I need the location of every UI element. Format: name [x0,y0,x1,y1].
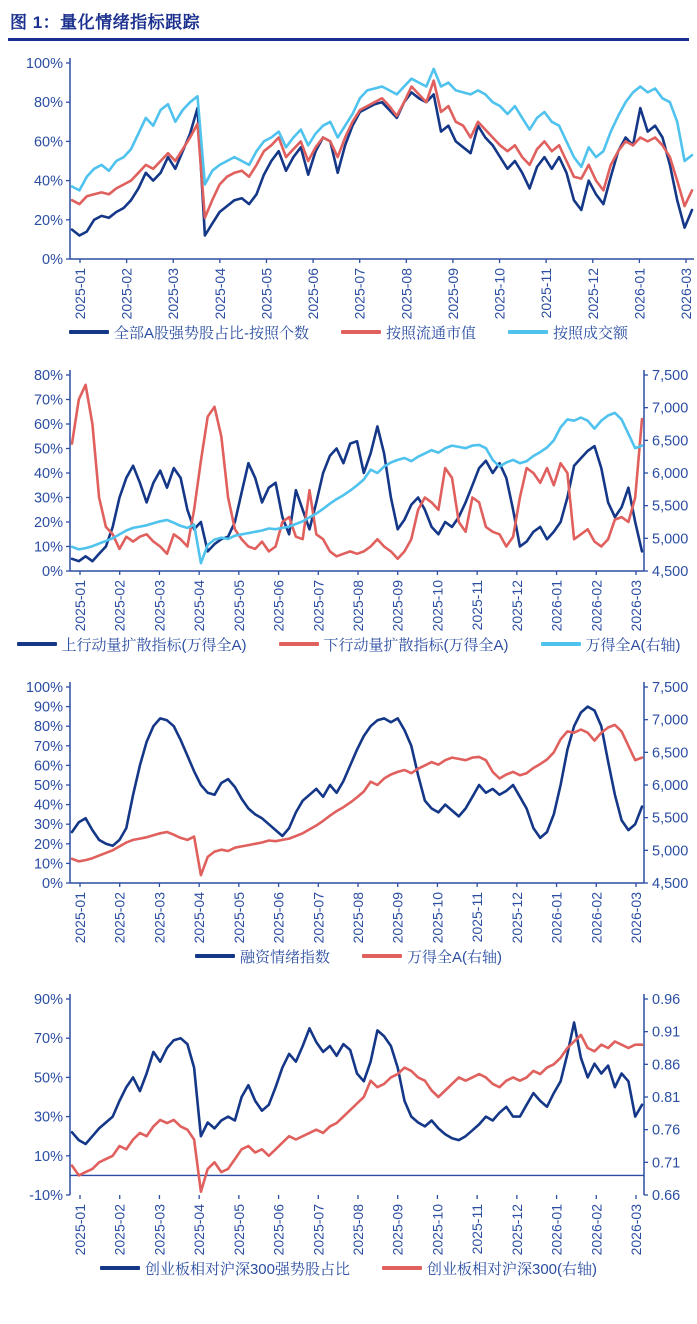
chart-legend [4,1257,693,1279]
x-axis-label: 2025-11 [469,1204,486,1255]
left-axis-label: 70% [33,1031,63,1048]
left-axis-label: 20% [33,212,63,229]
x-axis-label: 2025-02 [111,580,128,631]
left-axis-label: 40% [33,797,63,814]
x-axis-label: 2025-08 [398,268,415,319]
figure-title: 图 1：量化情绪指标跟踪 [10,13,201,32]
right-axis-label: 0.76 [652,1122,681,1139]
right-axis-label: 6,000 [652,778,689,794]
legend-item [508,322,628,343]
x-axis-label: 2026-01 [548,892,565,943]
right-axis-label: 0.81 [652,1090,681,1106]
x-axis-label: 2025-10 [491,268,508,319]
x-axis-label: 2025-11 [469,892,486,943]
x-axis-label: 2025-03 [151,580,168,631]
left-axis-label: 70% [33,392,63,409]
right-axis-label: 6,500 [652,745,689,762]
x-axis-label: 2025-04 [211,268,228,319]
x-axis-label: 2025-06 [305,268,322,319]
legend-item [279,634,509,655]
x-axis-label: 2025-08 [350,1204,366,1255]
x-axis-label: 2025-04 [191,892,208,943]
legend-item [195,946,330,967]
legend-line-swatch [541,642,581,646]
right-axis-label: 0.91 [652,1024,681,1041]
left-axis-label: 30% [33,1109,63,1126]
x-axis-label: 2025-09 [389,1204,406,1255]
x-axis-label: 2025-02 [111,1204,128,1255]
legend-line-swatch [362,954,402,958]
right-axis-label: 6,000 [652,466,689,482]
x-axis-label: 2025-06 [270,892,287,943]
left-axis-label: 50% [33,441,63,458]
chart-canvas-slot [4,51,693,319]
x-axis-label: 2025-02 [118,268,135,319]
x-axis-label: 2025-07 [310,1204,327,1255]
legend-label: 万得全A(右轴) [585,636,681,654]
left-axis-label: 10% [33,539,63,556]
right-axis-label: 5,500 [652,498,689,515]
left-axis-label: 40% [33,466,63,482]
left-axis-label: 80% [33,719,63,736]
right-axis-label: 5,000 [652,843,689,860]
left-axis-label: 30% [33,490,63,507]
left-axis-label: 100% [25,680,63,696]
series-line-navy [72,426,642,561]
chart-canvas-slot [4,675,693,943]
chart-canvas-slot [4,987,693,1255]
chart-section-strong-stock-ratio [4,51,693,343]
x-axis-label: 2025-01 [72,892,88,943]
x-axis-label: 2025-11 [469,580,486,631]
left-axis-label: 0% [42,564,63,580]
legend-label: 全部A股强势股占比-按照个数 [113,324,309,342]
x-axis-label: 2025-03 [151,892,168,943]
chart-canvas-slot [4,363,693,631]
x-axis-label: 2025-04 [191,1204,208,1255]
legend-item [382,1258,597,1279]
left-axis-label: 90% [33,699,63,716]
x-axis-label: 2025-05 [230,1204,247,1255]
legend-line-swatch [279,642,319,646]
left-axis-label: 70% [33,738,63,755]
x-axis-label: 2025-09 [389,580,406,631]
x-axis-label: 2025-05 [258,268,275,319]
right-axis-label: 7,500 [652,680,689,696]
left-axis-label: 10% [33,856,63,873]
legend-item [69,322,309,343]
series-line-navy [72,707,642,846]
x-axis-label: 2025-06 [270,1204,287,1255]
legend-line-swatch [100,1266,140,1270]
legend-line-swatch [69,330,109,334]
left-axis-label: 80% [33,95,63,112]
series-line-navy [72,1023,642,1145]
right-axis-label: 7,500 [652,368,689,384]
x-axis-label: 2025-08 [350,580,366,631]
right-axis-label: 5,500 [652,810,689,827]
x-axis-label: 2025-04 [191,580,208,631]
legend-line-swatch [341,330,381,334]
legend-line-swatch [195,954,235,958]
x-axis-label: 2025-07 [351,268,368,319]
x-axis-label: 2025-10 [429,892,446,943]
right-axis-label: 4,500 [652,564,689,580]
chart-section-chinext-vs-hs300 [4,987,693,1279]
left-axis-label: 20% [33,836,63,853]
right-axis-label: 4,500 [652,876,689,892]
legend-item [362,946,502,967]
legend-line-swatch [382,1266,422,1270]
x-axis-label: 2026-02 [588,892,605,943]
x-axis-label: 2025-03 [151,1204,168,1255]
chart-canvas-all-a-strong-stock-ratio [4,51,697,319]
legend-label: 融资情绪指数 [239,948,330,966]
x-axis-label: 2025-06 [270,580,287,631]
left-axis-label: -10% [29,1188,63,1204]
x-axis-label: 2025-12 [508,580,525,631]
x-axis-label: 2026-03 [678,268,694,319]
x-axis-label: 2026-03 [628,580,644,631]
chart-section-momentum-diffusion [4,363,693,655]
legend-label: 万得全A(右轴) [407,948,502,966]
right-axis-label: 7,000 [652,400,689,417]
legend-item [541,634,681,655]
left-axis-label: 40% [33,173,63,190]
x-axis-label: 2025-03 [165,268,182,319]
left-axis-label: 80% [33,368,63,384]
left-axis-label: 50% [33,778,63,794]
series-line-navy [72,92,692,235]
x-axis-label: 2025-10 [429,580,446,631]
left-axis-label: 50% [33,1070,63,1087]
x-axis-label: 2026-01 [631,268,648,319]
left-axis-label: 10% [33,1148,63,1165]
legend-line-swatch [17,642,57,646]
x-axis-label: 2025-01 [72,268,88,319]
legend-label: 按照成交额 [553,324,629,342]
legend-label: 下行动量扩散指标(万得全A) [323,636,509,654]
x-axis-label: 2025-09 [389,892,406,943]
legend-label: 创业板相对沪深300强势股占比 [144,1260,350,1278]
x-axis-label: 2025-08 [350,892,366,943]
x-axis-label: 2025-09 [444,268,461,319]
right-axis-label: 5,000 [652,531,689,548]
right-axis-label: 0.66 [652,1188,681,1204]
left-axis-label: 90% [33,992,63,1008]
x-axis-label: 2025-05 [230,892,247,943]
right-axis-label: 0.96 [652,992,681,1008]
chart-legend [4,321,693,343]
x-axis-label: 2026-01 [548,1204,565,1255]
right-axis-label: 7,000 [652,712,689,729]
x-axis-label: 2025-12 [508,892,525,943]
chart-section-financing-sentiment [4,675,693,967]
right-axis-label: 0.71 [652,1155,681,1172]
left-axis-label: 60% [33,134,63,151]
x-axis-label: 2025-10 [429,1204,446,1255]
chart-legend [4,945,693,967]
left-axis-label: 0% [42,876,63,892]
right-axis-label: 6,500 [652,433,689,450]
legend-item [17,634,247,655]
x-axis-label: 2025-05 [230,580,247,631]
series-line-cyan [72,413,642,563]
x-axis-label: 2025-01 [72,580,88,631]
left-axis-label: 60% [33,417,63,433]
chart-canvas-chinext-vs-hs300 [4,987,697,1255]
series-line-cyan [72,69,692,190]
x-axis-label: 2025-12 [584,268,601,319]
x-axis-label: 2026-03 [628,892,644,943]
legend-item [341,322,476,343]
right-axis-label: 0.86 [652,1057,681,1074]
x-axis-label: 2025-07 [310,580,327,631]
x-axis-label: 2025-11 [538,268,555,319]
chart-canvas-momentum-diffusion [4,363,697,631]
left-axis-label: 20% [33,515,63,531]
series-line-red [72,385,642,559]
x-axis-label: 2025-12 [508,1204,525,1255]
x-axis-label: 2025-01 [72,1204,88,1255]
x-axis-label: 2025-07 [310,892,327,943]
legend-label: 按照流通市值 [385,324,476,342]
left-axis-label: 100% [25,56,63,72]
x-axis-label: 2026-02 [588,580,605,631]
x-axis-label: 2026-02 [588,1204,605,1255]
x-axis-label: 2026-01 [548,580,565,631]
x-axis-label: 2025-02 [111,892,128,943]
left-axis-label: 0% [42,252,63,268]
legend-label: 上行动量扩散指标(万得全A) [61,636,247,654]
left-axis-label: 60% [33,758,63,775]
chart-canvas-financing-sentiment [4,675,697,943]
figure-header [8,6,689,41]
left-axis-label: 30% [33,817,63,834]
chart-legend [4,633,693,655]
legend-line-swatch [508,330,548,334]
legend-label: 创业板相对沪深300(右轴) [427,1260,598,1278]
x-axis-label: 2026-03 [628,1204,644,1255]
legend-item [100,1258,350,1279]
